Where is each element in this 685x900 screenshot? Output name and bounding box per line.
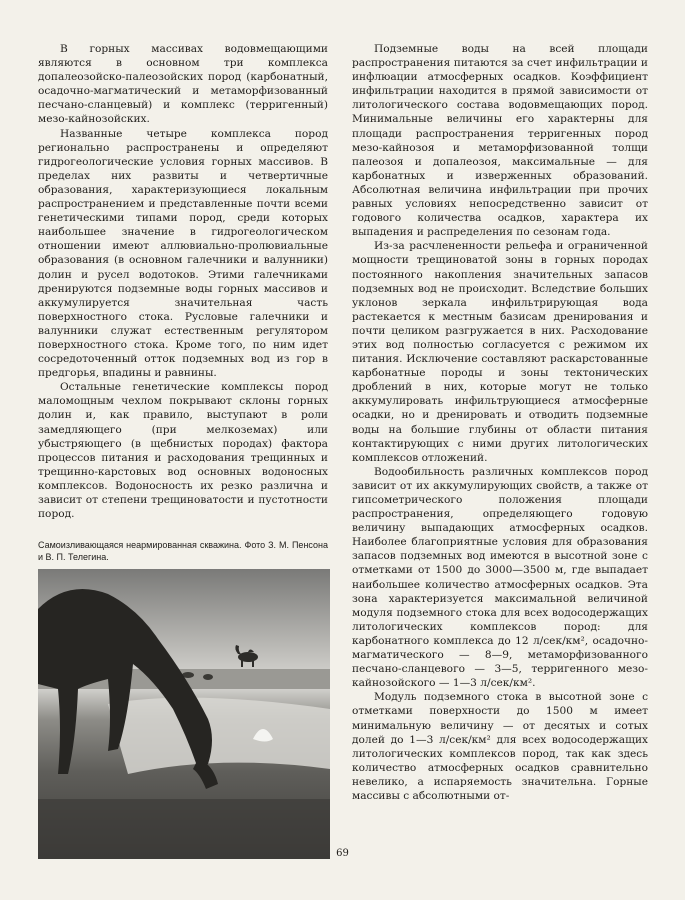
paragraph: В горных массивах водовмещающими являются в основном три комплекса допалеозойско-палеозойских пород (карбонатный, осадочно-магматический и метаморфизованный песчано-сланцевый) и комплекс (терригенный) мезо-кайнозойских. bbox=[38, 43, 328, 126]
right-column bbox=[352, 42, 648, 803]
left-column bbox=[38, 42, 328, 521]
paragraph: Подземные воды на всей площади распространения питаются за счет инфильтрации и инфлюации атмосферных осадков. Коэффициент инфильтрации находится в прямой зависимости от литологического состава водовмещающих пород. Минимальные величины его характерны для площади распространения терригенных пород мезо-кайнозоя и метаморфизованной толщи палеозоя и допалеозоя, максимальные — для карбонатных и изверженных образований. Абсолютная величина инфильтрации при прочих равных условиях непосредственно зависит от годового количества осадков, характера их выпадения и распределения по сезонам года. bbox=[352, 43, 648, 239]
paragraph: Модуль подземного стока в высотной зоне с отметками поверхности до 1500 м имеет минимальную величину — от десятых и сотых долей до 1—3 л/сек/км² для всех водосодержащих литологических комплексов пород, так как здесь количество атмосферных осадков сравнительно невелико, а испаряемость значительна. Горные массивы с абсолютными от- bbox=[352, 691, 648, 802]
photo-caption: Самоизливающаяся неармированная скважина. Фото З. М. Пенсона и В. П. Телегина. bbox=[38, 540, 328, 562]
paragraph: Названные четыре комплекса пород регионально распространены и определяют гидрогеологические условия горных массивов. В пределах них развиты и четвертичные образования, характеризующиеся локальным распространением и представленные почти всеми генетическими типами пород, среди которых наибольшее значение в гидрогеологическом отношении имеют аллювиально-пролювиальные образования (в основном галечники и валунники) долин и русел водотоков. Этими галечниками дренируются подземные воды горных массивов и аккумулируется значительная часть поверхностного стока. Русловые галечники и валунники служат естественным регулятором поверхностного стока. Кроме того, по ним идет сосредоточенный отток подземных вод из гор в предгорья, впадины и равнины. bbox=[38, 127, 328, 380]
page-number: 69 bbox=[336, 848, 349, 859]
camel-drinking-illustration bbox=[38, 569, 330, 859]
camel-photo bbox=[38, 569, 330, 859]
paragraph: Остальные генетические комплексы пород маломощным чехлом покрывают склоны горных долин и, как правило, выступают в роли замедляющего (при мелкоземах) или убыстряющего (в щебнистых породах) фактора процессов питания и расходования трещинных и трещинно-карстовых вод основных водоносных комплексов. Водоносность их резко различна и зависит от степени трещиноватости и пустотности пород. bbox=[38, 381, 328, 521]
paragraph: Из-за расчлененности рельефа и ограниченной мощности трещиноватой зоны в горных породах постоянного накопления значительных запасов подземных вод не происходит. Вследствие больших уклонов зеркала инфильтрирующая вода растекается к местным базисам дренирования и почти целиком разгружается в них. Расходование этих вод полностью согласуется с режимом их питания. Исключение составляют раскарстованные карбонатные породы и зоны тектонических дроблений в них, которые могут не только аккумулировать инфильтрующиеся атмосферные осадки, но и дренировать и отводить подземные воды на большие глубины от области питания контактирующих с ними других литологических комплексов отложений. bbox=[352, 240, 648, 464]
paragraph: Водообильность различных комплексов пород зависит от их аккумулирующих свойств, а также от гипсометрического положения площади распространения, определяющего годовую величину выпадающих атмосферных осадков. Наиболее благоприятные условия для образования запасов подземных вод имеются в высотной зоне с отметками от 1500 до 3000—3500 м, где выпадает наибольшее количество атмосферных осадков. Эта зона характеризуется максимальной величиной модуля подземного стока для всех водосодержащих литологических комплексов пород: для карбонатного комплекса до 12 л/сек/км², осадочно-магматического — 8—9, метаморфизованного песчано-сланцевого — 3—5, терригенного мезо-кайнозойского — 1—3 л/сек/км². bbox=[352, 465, 648, 690]
distant-camel bbox=[235, 645, 258, 667]
water-pool bbox=[108, 698, 330, 774]
